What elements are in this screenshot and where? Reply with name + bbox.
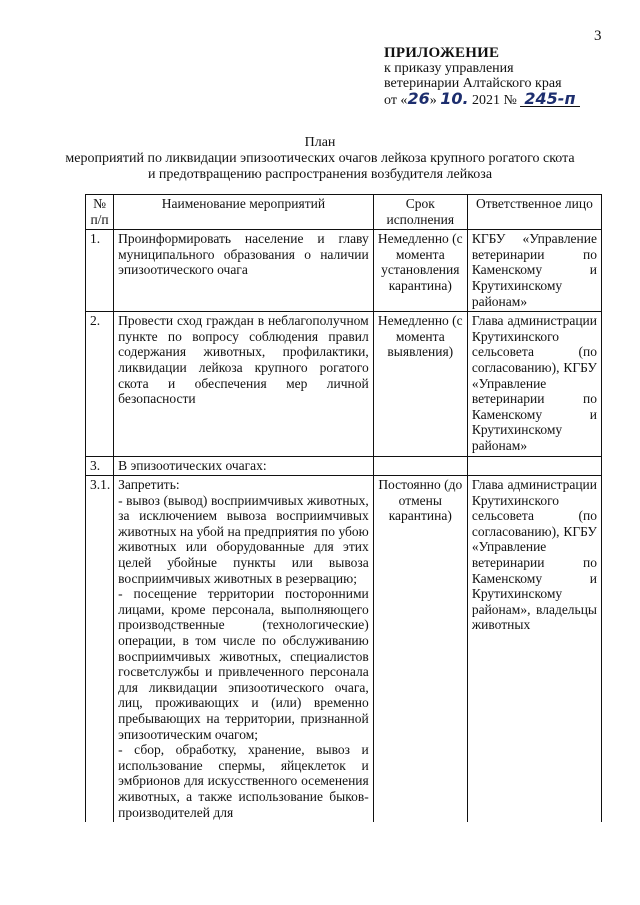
row-num: 1. — [86, 230, 114, 312]
row-term: Постоянно (до отмены карантина) — [373, 476, 467, 823]
plan-table — [85, 194, 602, 822]
row-name — [114, 476, 374, 823]
handwritten-day: 26 — [407, 89, 430, 108]
row-name: Провести сход граждан в неблагополучном пункте по вопросу соблюдения правил содержания животных, профилактики, ликвидации лейкоза крупного рогатого скота и обеспечения мер личной безопасности — [114, 312, 374, 456]
row-name: Проинформировать население и главу муниципального образования о наличии эпизоотического очага — [114, 230, 374, 312]
header-num: № п/п — [86, 195, 114, 230]
header-resp: Ответственное лицо — [467, 195, 601, 230]
header-name: Наименование мероприятий — [114, 195, 374, 230]
row-num: 3. — [86, 456, 114, 476]
row-resp: КГБУ «Управление ветеринарии по Каменскому и Крутихинскому районам» — [467, 230, 601, 312]
prohibit-item: - сбор, обработку, хранение, вывоз и использование спермы, яйцеклеток и эмбрионов для искусственного осеменения животных, а также использование быков-производителей для — [118, 742, 369, 820]
table-row — [86, 312, 602, 456]
row-name: В эпизоотических очагах: — [114, 456, 374, 476]
header-term: Срок исполнения — [373, 195, 467, 230]
handwritten-month: 10. — [440, 89, 469, 108]
row-resp — [467, 456, 601, 476]
row-term — [373, 456, 467, 476]
date-prefix: от « — [384, 93, 408, 108]
table-header-row — [86, 195, 602, 230]
appendix-line-1: к приказу управления — [384, 61, 514, 76]
row-num: 3.1. — [86, 476, 114, 823]
appendix-header — [384, 46, 580, 108]
plan-subtitle-line-2: и предотвращению распространения возбудителя лейкоза — [147, 167, 493, 182]
date-year: 2021 № — [472, 93, 517, 108]
row-num: 2. — [86, 312, 114, 456]
plan-subtitle-line-1: мероприятий по ликвидации эпизоотических очагов лейкоза крупного рогатого скота — [65, 151, 575, 166]
row-resp: Глава администрации Крутихинского сельсовета (по согласованию), КГБУ «Управление ветеринарии по Каменскому и Крутихинскому районам», владельцы животных — [467, 476, 601, 823]
prohibit-item: - посещение территории посторонними лицами, кроме персонала, выполняющего производственные (технологические) операции, в том числе по обслуживанию восприимчивых животных, специалистов госветслужбы и привлеченного персонала для ликвидации эпизоотического очага, лиц, проживающих и (или) временно пребывающих на территории, признанной эпизоотическим очагом; — [118, 586, 369, 742]
handwritten-order-number: 245-п — [520, 91, 579, 107]
table-row — [86, 230, 602, 312]
appendix-title: ПРИЛОЖЕНИЕ — [384, 45, 500, 61]
row-term: Немедленно (с момента выявления) — [373, 312, 467, 456]
page-number: 3 — [594, 28, 602, 44]
table-row — [86, 456, 602, 476]
table-row — [86, 476, 602, 823]
appendix-date-line — [384, 91, 580, 108]
prohibit-heading: Запретить: — [118, 477, 180, 493]
prohibit-item: - вывоз (вывод) восприимчивых животных, за исключением вывоза восприимчивых животных на убой на предприятия по убою животных или оборудованные для этих целей убойные пункты или вывоза восприимчивых животных в резервацию; — [118, 492, 369, 586]
plan-title: План — [304, 135, 336, 150]
row-resp: Глава администрации Крутихинского сельсовета (по согласованию), КГБУ «Управление ветеринарии по Каменскому и Крутихинскому районам» — [467, 312, 601, 456]
date-mid: » — [429, 93, 437, 108]
row-term: Немедленно (с момента установления карантина) — [373, 230, 467, 312]
plan-heading — [0, 135, 640, 183]
appendix-line-2: ветеринарии Алтайского края — [384, 76, 562, 91]
